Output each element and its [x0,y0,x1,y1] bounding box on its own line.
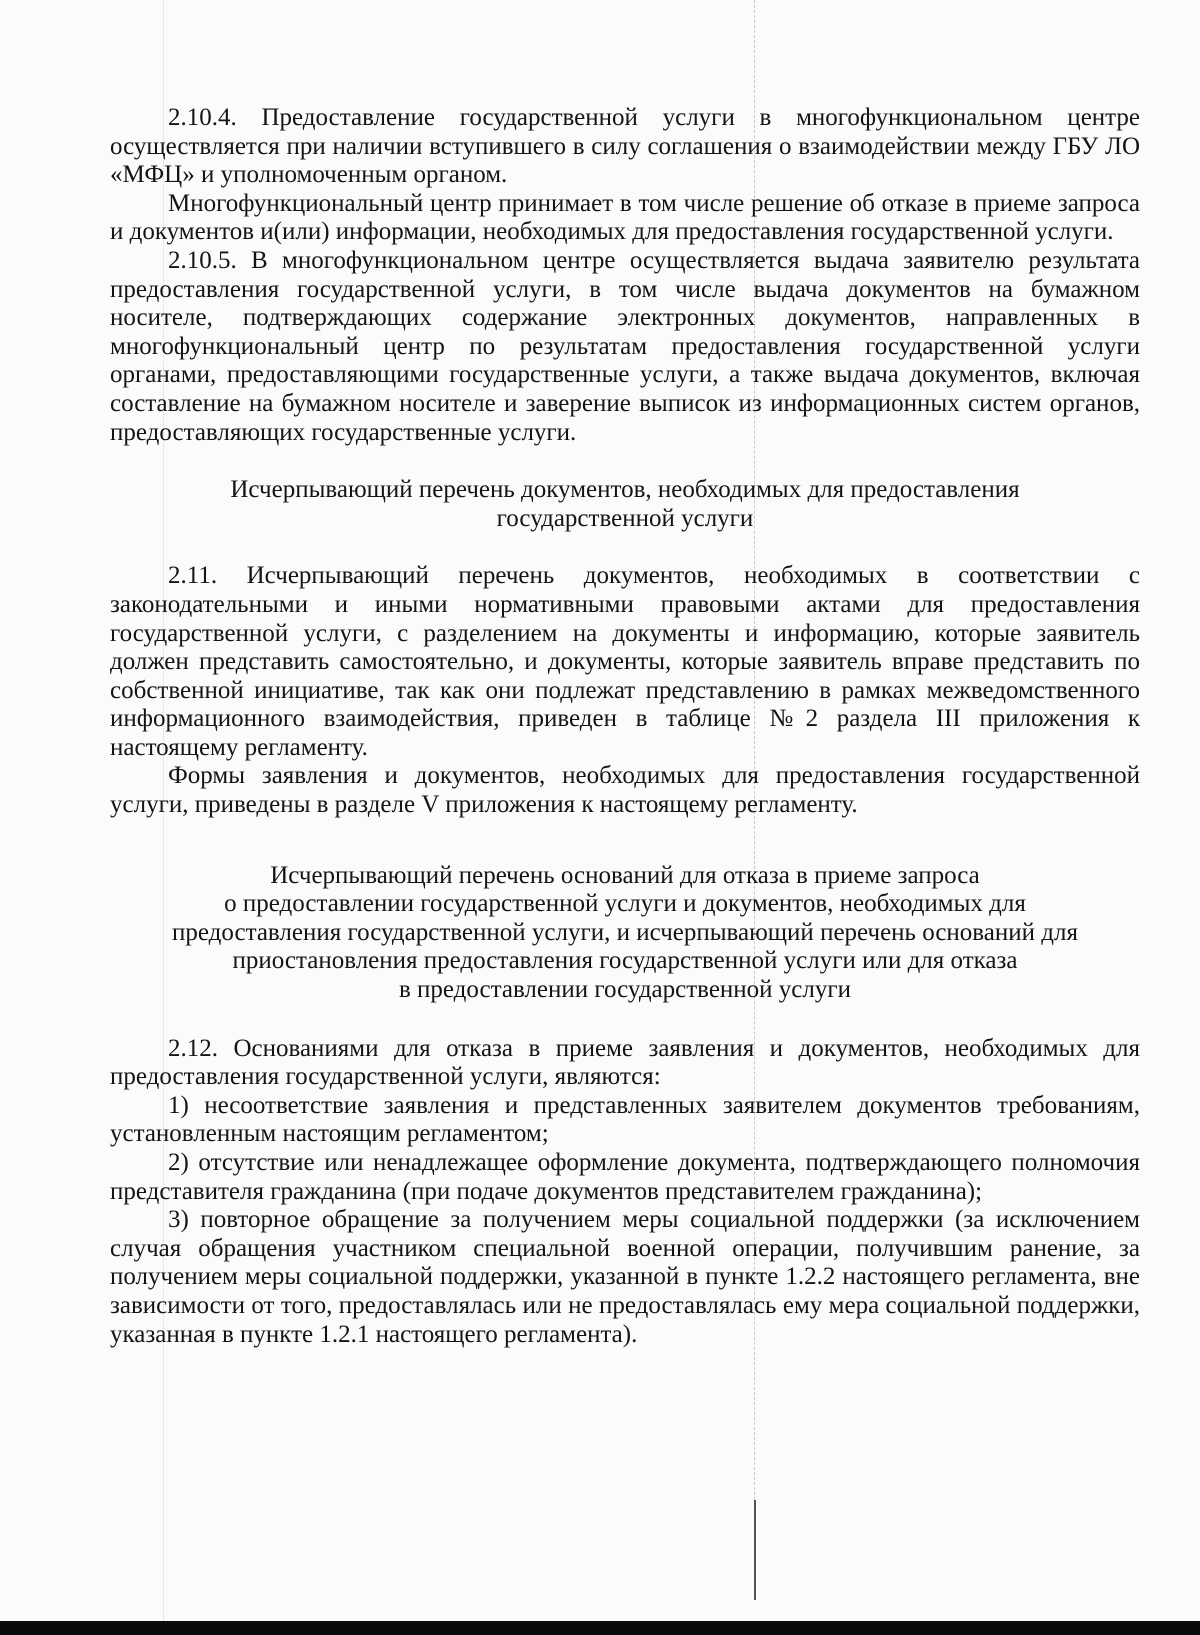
paragraph-mfc-refusal: Многофункциональный центр принимает в том числе решение об отказе в приеме запроса и документов и(или) информации, необходимых для предоставления государственной услуги. [110,189,1140,246]
heading-line: в предоставлении государственной услуги [398,976,852,1004]
heading-line: предоставления государственной услуги, и исчерпывающий перечень оснований для [172,918,1078,946]
section-heading-documents [110,476,1140,533]
paragraph-2-10-5: 2.10.5. В многофункциональном центре осуществляется выдача заявителю результата предоставления государственной услуги, в том числе выдача документов на бумажном носителе, подтверждающих содержание электронных документов, направленных в многофункциональный центр по результатам предоставления государственной услуги органами, предоставляющими государственные услуги, а также выдача документов, включая составление на бумажном носителе и заверение выписок из информационных систем органов, предоставляющих государственные услуги. [110,246,1140,446]
list-item-2: 2) отсутствие или ненадлежащее оформление документа, подтверждающего полномочия представителя гражданина (при подаче документов представителем гражданина); [110,1149,1140,1205]
scan-bottom-edge [0,1621,1200,1635]
scan-fold-mark [754,1500,756,1600]
section-heading-refusal [110,862,1140,1005]
paragraph-forms: Формы заявления и документов, необходимых для предоставления государственной услуги, приведены в разделе V приложения к настоящему регламенту. [110,762,1140,819]
paragraph-2-10-4: 2.10.4. Предоставление государственной услуги в многофункциональном центре осуществляется при наличии вступившего в силу соглашения о взаимодействии между ГБУ ЛО «МФЦ» и уполномоченным органом. [110,104,1140,189]
heading-line: о предоставлении государственной услуги и документов, необходимых для [224,890,1026,918]
paragraph-2-12: 2.12. Основаниями для отказа в приеме заявления и документов, необходимых для предоставления государственной услуги, являются: [110,1034,1140,1091]
heading-line: Исчерпывающий перечень оснований для отказа в приеме запроса [270,861,980,889]
list-item-1: 1) несоответствие заявления и представленных заявителем документов требованиям, установленным настоящим регламентом; [110,1091,1140,1148]
paragraph-2-11: 2.11. Исчерпывающий перечень документов, необходимых в соответствии с законодательными и иными нормативными правовыми актами для предоставления государственной услуги, с разделением на документы и информацию, которые заявитель должен представить самостоятельно, и документы, которые заявитель вправе представить по собственной инициативе, так как они подлежат представлению в рамках межведомственного информационного взаимодействия, приведен в таблице №2 раздела III приложения к настоящему регламенту. [110,562,1140,761]
heading-line: приостановления предоставления государственной услуги или для отказа [232,947,1018,975]
document-body [110,104,1140,1349]
heading-line: государственной услуги [496,504,754,532]
list-item-3: 3) повторное обращение за получением меры социальной поддержки (за исключением случая обращения участником специальной военной операции, получившим ранение, за получением меры социальной поддержки, указанной в пункте 1.2.2 настоящего регламента, вне зависимости от того, предоставлялась или не предоставлялась ему мера социальной поддержки, указанная в пункте 1.2.1 настоящего регламента). [110,1206,1140,1348]
heading-line: Исчерпывающий перечень документов, необходимых для предоставления [230,476,1020,504]
